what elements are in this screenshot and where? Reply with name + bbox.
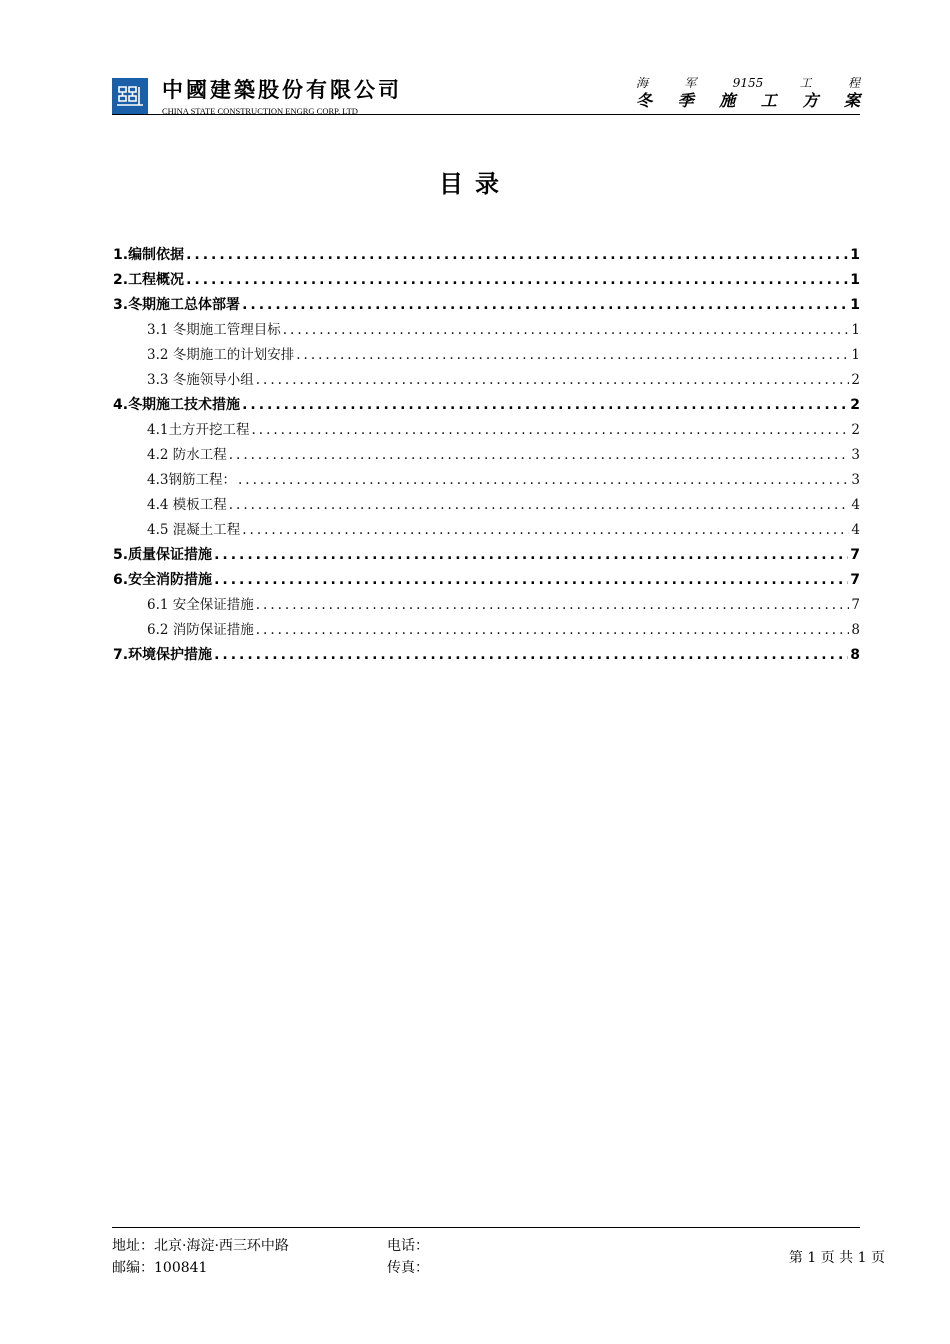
- toc-subentry[interactable]: [113, 368, 860, 393]
- footer-page-number: 第 1 页 共 1 页: [788, 1250, 885, 1266]
- toc-entry[interactable]: [113, 243, 860, 268]
- toc-subentry[interactable]: [113, 318, 860, 343]
- toc-leader-dots: [283, 318, 850, 343]
- toc-entry-title: 3.2 冬期施工的计划安排: [147, 347, 295, 363]
- footer-address: 地址：北京·海淀·西三环中路: [112, 1238, 289, 1254]
- toc-entry-number: 6.: [113, 572, 129, 588]
- toc-page-number: 2: [851, 372, 860, 388]
- project-name-char: 军: [684, 76, 697, 90]
- project-name-char: 9155: [732, 76, 764, 90]
- toc-entry-number: 1.: [113, 247, 129, 263]
- header-divider: [112, 114, 860, 115]
- page-header: [112, 76, 860, 116]
- toc-page-number: 8: [850, 647, 860, 663]
- toc-entry-title: 4.2 防水工程: [147, 447, 227, 463]
- toc-entry-number: 7.: [113, 647, 129, 663]
- toc-subentry[interactable]: [113, 343, 860, 368]
- toc-page-number: 3: [851, 447, 860, 463]
- toc-entry-title: 安全消防措施: [128, 572, 213, 588]
- toc-subentry[interactable]: [113, 618, 860, 643]
- toc-entry-title: 6.2 消防保证措施: [147, 622, 254, 638]
- toc-subentry[interactable]: [113, 418, 860, 443]
- toc-page-number: 2: [851, 422, 860, 438]
- toc-page-number: 3: [851, 472, 860, 488]
- toc-entry[interactable]: [113, 568, 860, 593]
- toc-leader-dots: [186, 243, 848, 268]
- project-name-char: 海: [636, 76, 649, 90]
- toc-entry-number: 3.: [113, 297, 129, 313]
- toc-entry-title: 4.5 混凝土工程: [147, 522, 241, 538]
- toc-subentry[interactable]: [113, 468, 860, 493]
- toc-leader-dots: [256, 368, 850, 393]
- toc-entry-title: 冬期施工总体部署: [128, 297, 241, 313]
- document-name-char: 方: [802, 91, 819, 110]
- toc-entry-title: 4.1土方开挖工程: [147, 422, 250, 438]
- toc-entry[interactable]: [113, 268, 860, 293]
- toc-leader-dots: [256, 618, 850, 643]
- toc-page-number: 7: [850, 572, 860, 588]
- toc-subentry[interactable]: [113, 443, 860, 468]
- toc-leader-dots: [186, 268, 848, 293]
- toc-entry-title: 4.4 模板工程: [147, 497, 227, 513]
- toc-leader-dots: [214, 568, 848, 593]
- toc-subentry[interactable]: [113, 493, 860, 518]
- toc-page-number: 7: [850, 547, 860, 563]
- document-name-char: 施: [719, 91, 736, 110]
- project-name-char: 工: [799, 76, 812, 90]
- toc-entry-title: 冬期施工技术措施: [128, 397, 241, 413]
- toc-entry-title: 工程概况: [128, 272, 185, 288]
- toc-leader-dots: [242, 393, 848, 418]
- toc-entry-number: 2.: [113, 272, 129, 288]
- page-footer: [112, 1235, 887, 1281]
- toc-entry-number: 4.: [113, 397, 129, 413]
- toc-leader-dots: [238, 468, 849, 493]
- document-name: [636, 91, 860, 111]
- toc-entry[interactable]: [113, 393, 860, 418]
- toc-page-number: 1: [850, 247, 860, 263]
- toc-entry-title: 3.3 冬施领导小组: [147, 372, 254, 388]
- footer-divider: [112, 1227, 860, 1228]
- toc-leader-dots: [214, 643, 848, 668]
- toc-leader-dots: [242, 293, 848, 318]
- footer-phone: 电话：: [387, 1238, 429, 1254]
- project-name: [636, 76, 860, 91]
- toc-page-number: 1: [850, 297, 860, 313]
- toc-subentry[interactable]: [113, 518, 860, 543]
- toc-entry-title: 环境保护措施: [128, 647, 213, 663]
- toc-entry[interactable]: [113, 293, 860, 318]
- toc-leader-dots: [214, 543, 848, 568]
- toc-entry-number: 5.: [113, 547, 129, 563]
- toc-leader-dots: [251, 418, 849, 443]
- cscec-logo-icon: [112, 78, 148, 114]
- page-title: 目录: [439, 170, 511, 198]
- toc-entry-title: 质量保证措施: [128, 547, 213, 563]
- toc-page-number: 1: [850, 272, 860, 288]
- document-name-char: 工: [760, 91, 777, 110]
- toc-page-number: 1: [851, 347, 860, 363]
- toc-leader-dots: [296, 343, 849, 368]
- footer-zip: 邮编：100841: [112, 1260, 208, 1276]
- toc-entry[interactable]: [113, 643, 860, 668]
- toc-page-number: 2: [850, 397, 860, 413]
- toc-entry-title: 6.1 安全保证措施: [147, 597, 254, 613]
- toc-entry-title: 编制依据: [128, 247, 185, 263]
- table-of-contents: [113, 243, 860, 668]
- document-name-char: 案: [843, 91, 860, 110]
- document-name-char: 季: [677, 91, 694, 110]
- footer-fax: 传真：: [387, 1260, 429, 1276]
- toc-page-number: 4: [851, 522, 860, 538]
- toc-leader-dots: [256, 593, 850, 618]
- toc-entry-title: 3.1 冬期施工管理目标: [147, 322, 281, 338]
- toc-leader-dots: [242, 518, 849, 543]
- toc-page-number: 4: [851, 497, 860, 513]
- toc-page-number: 1: [851, 322, 860, 338]
- document-name-char: 冬: [636, 91, 653, 110]
- toc-entry[interactable]: [113, 543, 860, 568]
- toc-leader-dots: [229, 443, 850, 468]
- toc-page-number: 8: [851, 622, 860, 638]
- project-name-char: 程: [847, 76, 860, 90]
- toc-subentry[interactable]: [113, 593, 860, 618]
- toc-page-number: 7: [851, 597, 860, 613]
- company-name-english: CHINA STATE CONSTRUCTION ENGRG CORP. LTD: [162, 106, 358, 116]
- toc-leader-dots: [229, 493, 850, 518]
- company-name-chinese: 中國建築股份有限公司: [162, 78, 402, 102]
- toc-entry-title: 4.3钢筋工程：: [147, 472, 236, 488]
